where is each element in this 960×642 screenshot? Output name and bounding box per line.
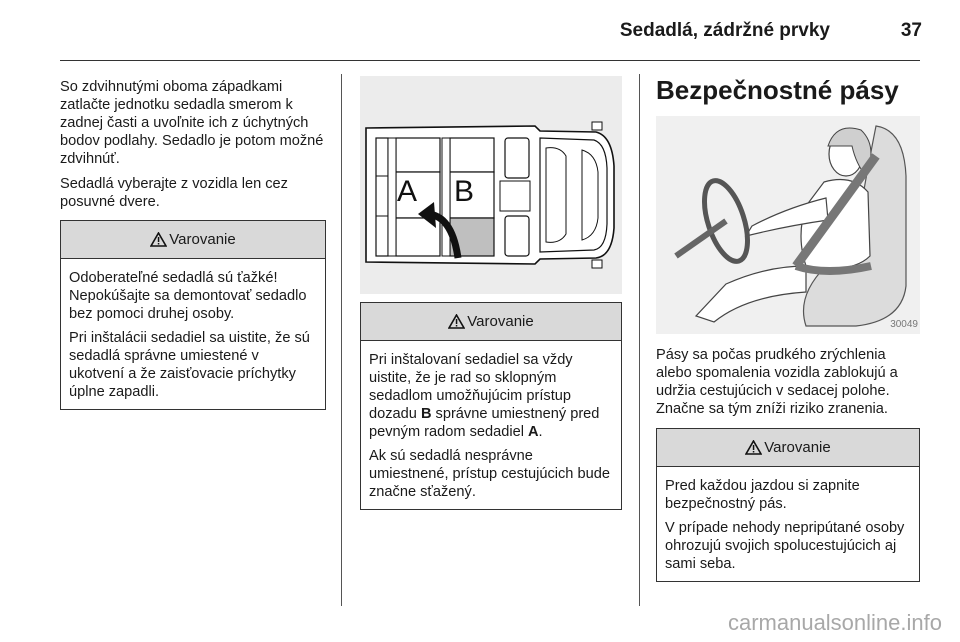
page-title: Sedadlá, zádržné prvky [619, 20, 830, 41]
warning-header [361, 303, 621, 341]
column-right [656, 76, 920, 582]
warning-triangle-icon [745, 440, 762, 455]
warning-triangle-icon [150, 232, 167, 247]
column-divider [341, 74, 342, 606]
seat-label-b: B [454, 175, 475, 208]
seat-label-a: A [397, 175, 418, 208]
column-divider [639, 74, 640, 606]
warning-text: Pri inštalovaní sedadiel sa vždy uistite, že je rad so sklopným sedadlom umožňujúcim prístup dozadu B správne umiestnený pred pevným radom sedadiel A. [369, 352, 600, 440]
warning-box [360, 302, 622, 510]
warning-text: V prípade nehody nepripútané osoby ohrozujú svojich spolucestujúcich aj sami seba. [665, 520, 905, 572]
column-middle [360, 76, 622, 510]
page-header [0, 0, 960, 60]
warning-text: Odoberateľné sedadlá sú ťažké! Nepokúšajte sa demontovať sedadlo bez pomoci druhej osoby. [69, 270, 307, 322]
body-paragraph: Sedadlá vyberajte z vozidla len cez posuvné dvere. [60, 176, 288, 210]
warning-box [60, 220, 326, 410]
page-number: 37 [900, 20, 922, 41]
warning-title: Varovanie [467, 313, 534, 330]
body-paragraph: Pásy sa počas prudkého zrýchlenia alebo spomalenia vozidla zablokujú a udržia cestujúcich v sedacej polohe. Značne sa tým zníži riziko zranenia. [656, 347, 898, 417]
seat-layout-figure [360, 76, 622, 294]
warning-header [61, 221, 325, 259]
figure-number: 30049 [890, 319, 918, 330]
warning-text: Pred každou jazdou si zapnite bezpečnostný pás. [665, 478, 860, 512]
body-paragraph: So zdvihnutými oboma západkami zatlačte jednotku sedadla smerom k zadnej časti a uvoľnite ich z úchytných bodov podlahy. Sedadlo je potom možné zdvihnúť. [60, 79, 324, 167]
warning-text: Ak sú sedadlá nesprávne umiestnené, prístup cestujúcich bude značne sťažený. [369, 448, 610, 500]
section-heading: Bezpečnostné pásy [656, 75, 899, 105]
warning-title: Varovanie [764, 439, 831, 456]
warning-title: Varovanie [169, 231, 236, 248]
warning-triangle-icon [448, 314, 465, 329]
warning-box [656, 428, 920, 582]
warning-header [657, 429, 919, 467]
seatbelt-figure [656, 116, 920, 334]
column-left [60, 78, 326, 410]
warning-text: Pri inštalácii sedadiel sa uistite, že sú sedadlá správne umiestené v ukotvení a že zaisťovacie príchytky úplne zapadli. [69, 330, 310, 400]
van-seat-diagram [360, 76, 622, 294]
header-divider [60, 60, 920, 61]
seatbelt-illustration [656, 116, 920, 334]
watermark: carmanualsonline.info [727, 610, 942, 635]
